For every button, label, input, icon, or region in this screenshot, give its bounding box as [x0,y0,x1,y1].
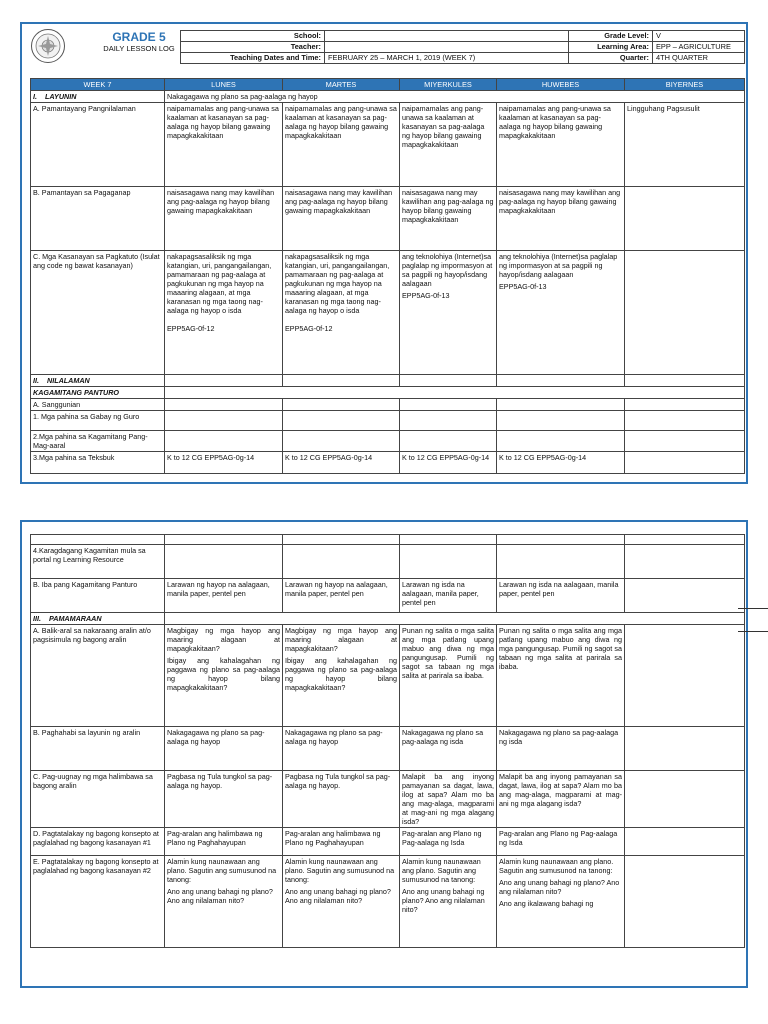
table-row [31,187,745,251]
table-cell: Alamin kung naunawaan ang plano. Sagutin ang sumusunod na tanong: Ano ang unang bahagi ng plano? Ano ang nilalaman nito? Ano ang ikalawang bahagi ng [497,856,625,948]
table-cell: naipamamalas ang pang-unawa sa kaalaman at kasanayan sa pag-aalaga ng hayop bilang gawaing mapagkakakitaan [400,103,497,187]
table-cell: Nakagagawa ng plano sa pag-aalaga ng hayop [283,727,400,771]
table-cell: Alamin kung naunawaan ang plano. Sagutin ang sumusunod na tanong: Ano ang unang bahagi ng plano? Ano ang nilalaman nito? [283,856,400,948]
table-cell: Alamin kung naunawaan ang plano. Sagutin ang sumusunod na tanong: Ano ang unang bahagi ng plano? Ano ang nilalaman nito? [400,856,497,948]
sanggunian-label: A. Sanggunian [31,399,165,411]
table-cell: ang teknolohiya (Internet)sa paglalap ng impormasyon at sa pagpili ng hayop/isdang aalagaan EPP5AG-0f-13 [400,251,497,375]
table-cell: K to 12 CG EPP5AG-0g-14 [283,452,400,474]
school-value [325,31,569,42]
table-cell: Magbigay ng mga hayop ang maaring alagaan at mapagkakitaan? Ibigay ang kahalagahan ng paggawa ng plano sa pag-aalaga ng hayop bilang mapagkakakitaan? [283,625,400,727]
learning-area-label: Learning Area: [569,42,653,53]
dates-value: FEBRUARY 25 – MARCH 1, 2019 (WEEK 7) [325,53,569,64]
learning-area-value: EPP – AGRICULTURE [653,42,745,53]
row-label: B. Pamantayan sa Pagaganap [31,187,165,251]
table-cell [625,771,745,828]
gabay-row [31,411,745,431]
lesson-log-page-2 [20,520,748,988]
lesson-log-table-1 [30,78,745,474]
kagamitang-label: 2.Mga pahina sa Kagamitang Pang-Mag-aaral [31,431,165,452]
table-cell: ang teknolohiya (Internet)sa paglalap ng impormasyon at sa pagpili ng hayop/isdang aalagaan EPP5AG-0f-13 [497,251,625,375]
margin-rule-line [738,608,768,609]
top-blank-row [31,535,745,545]
school-label: School: [181,31,325,42]
kagamitan-heading: KAGAMITANG PANTURO [31,387,165,399]
row-label: A. Balik-aral sa nakaraang aralin at/o pagsisimula ng bagong aralin [31,625,165,727]
table-cell [625,828,745,856]
pamamaraan-row [31,613,745,625]
table-cell: Malapit ba ang inyong pamayanan sa dagat, lawa, ilog at sapa? Alam mo ba ang mag-alaga, magparami at mag-ani ng mga alagang isda? [400,771,497,828]
table-cell: naisasagawa nang may kawilihan ang pag-aalaga ng hayop bilang gawaing mapagkakakitaan [165,187,283,251]
row-label: D. Pagtatalakay ng bagong konsepto at paglalahad ng bagong kasanayan #1 [31,828,165,856]
table-cell: naipamamalas ang pang-unawa sa kaalaman at kasanayan sa pag-aalaga ng hayop bilang gawaing mapagkakakitaan [283,103,400,187]
table-row [31,579,745,613]
table-cell [625,452,745,474]
table-cell: Nakagagawa ng plano sa pag-aalaga ng isda [497,727,625,771]
col-week: WEEK 7 [31,79,165,91]
table-cell: nakapagsasaliksik ng mga katangian, uri, pangangailangan, pamamaraan ng pag-aalaga at pagkukunan ng mga hayop na maaaring alagaan, at mga karanasan ng mga taong nag-aalaga ng hayop o isda EPP5AG-0f-12 [283,251,400,375]
layunin-heading: I. LAYUNIN [31,91,165,103]
row-label: C. Mga Kasanayan sa Pagkatuto (Isulat ang code ng bawat kasanayan) [31,251,165,375]
table-cell [625,625,745,727]
table-cell: Alamin kung naunawaan ang plano. Sagutin ang sumusunod na tanong: Ano ang unang bahagi ng plano? Ano ang nilalaman nito? [165,856,283,948]
log-title: DAILY LESSON LOG [103,44,175,53]
table-cell: naisasagawa nang may kawilihan ang pag-aalaga ng hayop bilang gawaing mapagkakakitaan [497,187,625,251]
table-cell [625,856,745,948]
lesson-log-page-1 [20,22,748,484]
header-info-table [180,30,745,64]
table-row [31,856,745,948]
kagamitang-row [31,431,745,452]
table-row [31,771,745,828]
pamamaraan-heading: III. PAMAMARAAN [31,613,165,625]
table-cell: Pag-aralan ang Plano ng Pag-aalaga ng Isda [497,828,625,856]
col-miyerkules: MIYERKULES [400,79,497,91]
table-cell: Magbigay ng mga hayop ang maaring alagaan at mapagkakitaan? Ibigay ang kahalagahan ng paggawa ng plano sa pag-aalaga ng hayop bilang mapagkakakitaan? [165,625,283,727]
grade-heading [84,30,194,54]
dates-label: Teaching Dates and Time: [181,53,325,64]
col-huwebes: HUWEBES [497,79,625,91]
table-cell: Pagbasa ng Tula tungkol sa pag-aalaga ng hayop. [165,771,283,828]
table-cell: Pag-aralan ang halimbawa ng Plano ng Paghahayupan [283,828,400,856]
table-cell: Punan ng salita o mga salita ang mga patlang upang mabuo ang diwa ng mga pangungusap. Pumili ng sagot sa tabaan ng mga salita at parirala sa ibaba. [497,625,625,727]
table-cell: Punan ng salita o mga salita ang mga patlang upang mabuo ang diwa ng mga pangungusap. Pumili ng sagot sa tabaan ng mga salita at parirala sa ibaba. [400,625,497,727]
table-row [31,727,745,771]
table-cell: Lingguhang Pagsusulit [625,103,745,187]
table-row [31,828,745,856]
row-label: B. Iba pang Kagamitang Panturo [31,579,165,613]
table-cell: Larawan ng hayop na aalagaan, manila paper, pentel pen [283,579,400,613]
table-cell: Malapit ba ang inyong pamayanan sa dagat, lawa, ilog at sapa? Alam mo ba ang mag-alaga, magparami at mag-ani ng mga alagang isda? [497,771,625,828]
row-label: B. Paghahabi sa layunin ng aralin [31,727,165,771]
grade-level-label: Grade Level: [569,31,653,42]
table-cell: naipamamalas ang pang-unawa sa kaalaman at kasanayan sa pag-aalaga ng hayop bilang gawaing mapagkakakitaan [165,103,283,187]
col-biyernes: BIYERNES [625,79,745,91]
table-cell: naisasagawa nang may kawilihan ang pag-aalaga ng hayop bilang gawaing mapagkakakitaan [400,187,497,251]
table-cell: naipamamalas ang pang-unawa sa kaalaman at kasanayan sa pag-aalaga ng hayop bilang gawaing mapagkakakitaan [497,103,625,187]
table-cell: Larawan ng isda na aalagaan, manila paper, pentel pen [497,579,625,613]
table-row [31,625,745,727]
row-label: C. Pag-uugnay ng mga halimbawa sa bagong aralin [31,771,165,828]
gabay-label: 1. Mga pahina sa Gabay ng Guro [31,411,165,431]
col-martes: MARTES [283,79,400,91]
teacher-label: Teacher: [181,42,325,53]
table-cell: nakapagsasaliksik ng mga katangian, uri, pangangailangan, pamamaraan ng pag-aalaga at pagkukunan ng mga hayop na maaaring alagaan, at mga karanasan ng mga taong nag-aalaga ng hayop o isda EPP5AG-0f-12 [165,251,283,375]
margin-rule-line [738,631,768,632]
teksbuk-label: 3.Mga pahina sa Teksbuk [31,452,165,474]
table-cell: Larawan ng hayop na aalagaan, manila paper, pentel pen [165,579,283,613]
teacher-value [325,42,569,53]
karagdagang-row [31,545,745,579]
row-label: A. Pamantayang Pangnilalaman [31,103,165,187]
table-cell [625,727,745,771]
table-cell: naisasagawa nang may kawilihan ang pag-aalaga ng hayop bilang gawaing mapagkakakitaan [283,187,400,251]
table-cell [625,251,745,375]
grade-level-value: V [653,31,745,42]
table-cell: Nakagagawa ng plano sa pag-aalaga ng isda [400,727,497,771]
table-cell [625,579,745,613]
table-cell: Pagbasa ng Tula tungkol sa pag-aalaga ng hayop. [283,771,400,828]
karagdagang-label: 4.Karagdagang Kagamitan mula sa portal ng Learning Resource [31,545,165,579]
table-cell: Pag-aralan ang Plano ng Pag-aalaga ng Isda [400,828,497,856]
layunin-value: Nakagagawa ng plano sa pag-aalaga ng hayop [165,91,745,103]
table-cell: K to 12 CG EPP5AG-0g-14 [497,452,625,474]
nilalaman-row [31,375,745,387]
table-cell [625,187,745,251]
table-cell: K to 12 CG EPP5AG-0g-14 [165,452,283,474]
col-lunes: LUNES [165,79,283,91]
quarter-value: 4TH QUARTER [653,53,745,64]
table-cell: Pag-aralan ang halimbawa ng Plano ng Paghahayupan [165,828,283,856]
nilalaman-heading: II. NILALAMAN [31,375,165,387]
table-row [31,103,745,187]
row-label: E. Pagtatalakay ng bagong konsepto at paglalahad ng bagong kasanayan #2 [31,856,165,948]
teksbuk-row [31,452,745,474]
sanggunian-row [31,399,745,411]
deped-seal-icon [30,28,66,64]
table-cell: K to 12 CG EPP5AG-0g-14 [400,452,497,474]
grade-title: GRADE 5 [112,30,166,44]
table-row [31,251,745,375]
table-cell: Nakagagawa ng plano sa pag-aalaga ng hayop [165,727,283,771]
day-header-row [31,79,745,91]
table-cell: Larawan ng isda na aalagaan, manila paper, pentel pen [400,579,497,613]
layunin-row [31,91,745,103]
lesson-log-table-2 [30,534,745,948]
quarter-label: Quarter: [569,53,653,64]
kagamitan-row [31,387,745,399]
